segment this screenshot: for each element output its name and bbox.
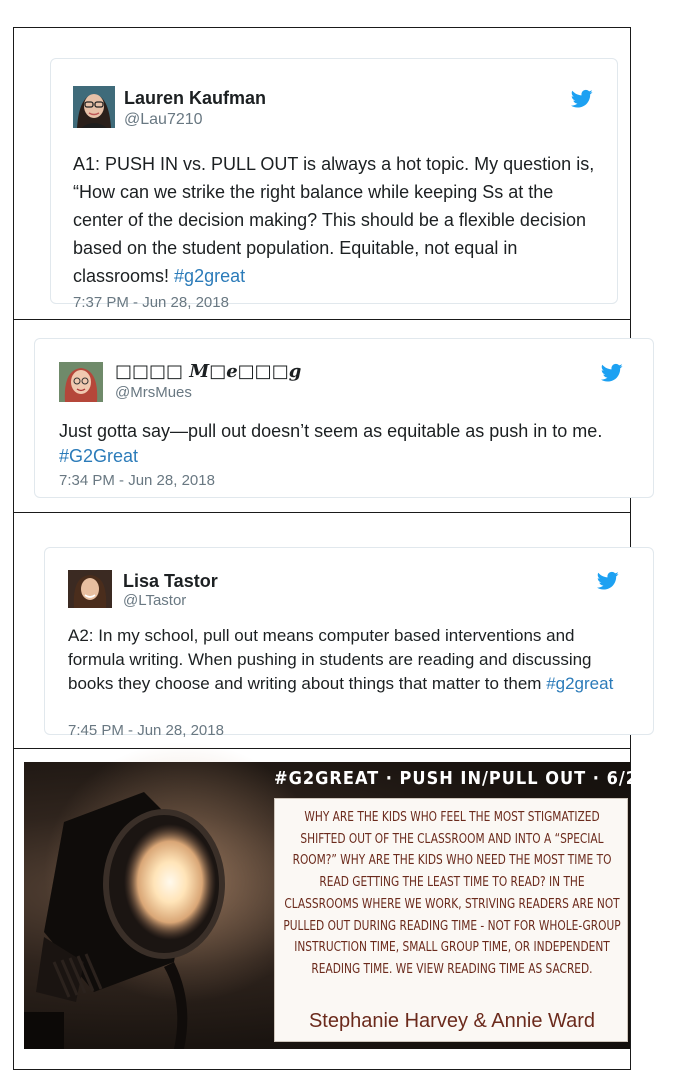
tweet-text (68, 624, 628, 696)
quote-header: #G2GREAT · PUSH IN/PULL OUT · 6/28/18 (274, 768, 682, 789)
tweet-author-handle[interactable]: @Lau7210 (124, 111, 203, 128)
tweet-timestamp[interactable]: 7:34 PM - Jun 28, 2018 (59, 472, 215, 489)
tweet-embed-panel-1 (13, 27, 631, 320)
hashtag-link[interactable]: #g2great (546, 674, 614, 693)
tweet-timestamp[interactable]: 7:37 PM - Jun 28, 2018 (73, 294, 229, 311)
tweet-author-name[interactable]: □□□□ 𝑴□𝒆□□□𝒈 (115, 361, 302, 382)
tweet-card[interactable] (50, 58, 618, 311)
hashtag-link[interactable]: #G2Great (59, 446, 139, 466)
tweet-embed-panel-3 (13, 512, 631, 749)
tweet-body: Just gotta say—pull out doesn’t seem as equitable as push in to me. (59, 421, 603, 441)
tweet-card[interactable] (34, 338, 654, 498)
avatar[interactable] (68, 570, 112, 608)
spotlight-icon (24, 762, 284, 1049)
quote-image (24, 762, 682, 1049)
tweet-body: A1: PUSH IN vs. PULL OUT is always a hot topic. My question is, “How can we strike the right balance while keeping Ss at the center of the decision making? This should be a flexible decision based on the student population. Equitable, not equal in classrooms! (73, 154, 595, 286)
avatar[interactable] (73, 86, 115, 128)
quote-image-panel (13, 748, 682, 1070)
hashtag-link[interactable]: #g2great (174, 266, 246, 286)
tweet-author-name[interactable]: Lauren Kaufman (124, 88, 267, 108)
tweet-author-handle[interactable]: @LTastor (123, 592, 187, 609)
tweet-embed-panel-2 (13, 319, 631, 513)
quote-text: WHY ARE THE KIDS WHO FEEL THE MOST STIGMATIZED SHIFTED OUT OF THE CLASSROOM AND INTO A “SPECIAL ROOM?” WHY ARE THE KIDS WHO NEED THE MOST TIME TO READ GETTING THE LEAST TIME TO READ? IN THE CLASSROOMS WHERE WE WORK, STRIVING READERS ARE NOT PULLED OUT DURING READING TIME - NOT FOR WHOLE-GROUP INSTRUCTION TIME, SMALL GROUP TIME, OR INDEPENDENT READING TIME. WE VIEW READING TIME AS SACRED. (283, 809, 621, 977)
tweet-text (59, 419, 634, 469)
twitter-bird-icon[interactable] (601, 363, 623, 383)
tweet-author-name[interactable]: Lisa Tastor (123, 571, 218, 591)
tweet-timestamp[interactable]: 7:45 PM - Jun 28, 2018 (68, 722, 224, 739)
avatar[interactable] (59, 362, 103, 402)
tweet-card[interactable] (44, 547, 654, 739)
tweet-body: A2: In my school, pull out means computer based interventions and formula writing. When pushing in students are reading and discussing books they choose and writing about things that matter to them (68, 626, 592, 693)
quote-author: Stephanie Harvey & Annie Ward (308, 1010, 596, 1032)
tweet-text (73, 150, 603, 290)
twitter-bird-icon[interactable] (571, 89, 593, 109)
twitter-bird-icon[interactable] (597, 571, 619, 591)
quote-box (274, 798, 628, 1042)
tweet-author-handle[interactable]: @MrsMues (115, 384, 192, 401)
